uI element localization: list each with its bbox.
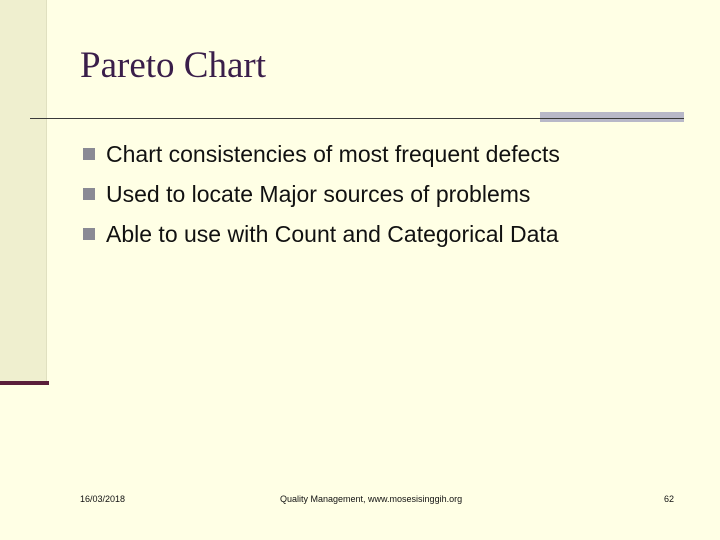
bullet-text: Used to locate Major sources of problems [106,180,531,207]
square-bullet-icon [83,188,95,200]
square-bullet-icon [83,228,95,240]
bullet-text: Chart consistencies of most frequent defects [106,140,560,167]
slide-title: Pareto Chart [80,45,266,86]
bullet-item [83,134,560,174]
title-underline-rule [30,118,684,119]
footer-date: 16/03/2018 [80,494,126,504]
bullet-list [83,134,560,254]
footer-source: Quality Management, www.mosesisinggih.org [280,494,463,504]
left-decorative-band [0,0,47,382]
title-rule-accent-bar [540,112,684,122]
left-band-accent-rule [0,381,49,385]
bullet-item [83,174,560,214]
bullet-item [83,214,560,254]
square-bullet-icon [83,148,95,160]
bullet-text: Able to use with Count and Categorical Data [106,220,559,247]
footer-page-number: 62 [664,494,675,504]
